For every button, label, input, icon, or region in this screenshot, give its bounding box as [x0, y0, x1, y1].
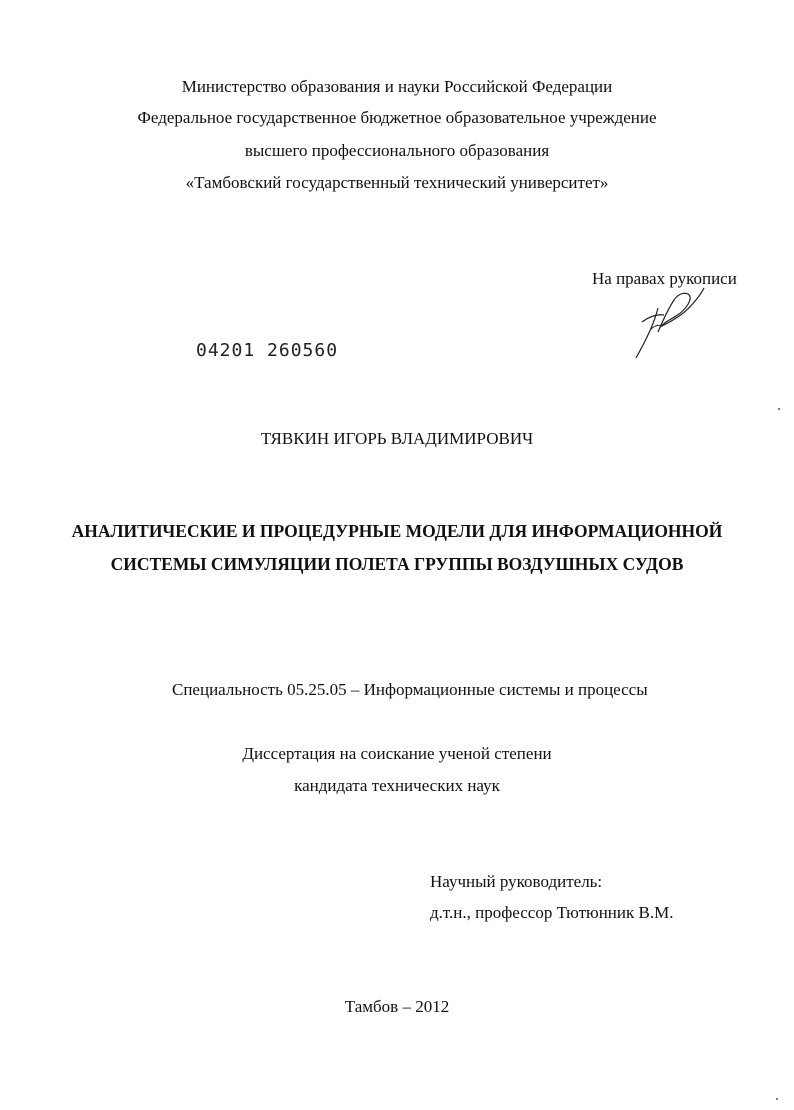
registration-number: 04201 260560 — [196, 340, 339, 361]
manuscript-rights-note: На правах рукописи — [592, 269, 737, 288]
degree-line-2: кандидата технических наук — [294, 776, 500, 795]
degree-line-1: Диссертация на соискание ученой степени — [242, 744, 552, 763]
supervisor-name: д.т.н., профессор Тютюнник В.М. — [430, 903, 674, 922]
education-level-line: высшего профессионального образования — [244, 141, 550, 160]
author-name: ТЯВКИН ИГОРЬ ВЛАДИМИРОВИЧ — [260, 429, 534, 448]
title-line-1: АНАЛИТИЧЕСКИЕ И ПРОЦЕДУРНЫЕ МОДЕЛИ ДЛЯ ИНФОРМАЦИОННОЙ — [71, 521, 723, 541]
scan-speck — [776, 1098, 778, 1100]
supervisor-label: Научный руководитель: — [430, 872, 603, 891]
title-line-2: СИСТЕМЫ СИМУЛЯЦИИ ПОЛЕТА ГРУППЫ ВОЗДУШНЫХ СУДОВ — [110, 554, 684, 574]
university-name-line: «Тамбовский государственный технический университет» — [185, 173, 609, 192]
ministry-line: Министерство образования и науки Российской Федерации — [181, 77, 613, 96]
signature-icon — [628, 282, 708, 362]
scan-speck — [778, 408, 780, 410]
institution-type-line: Федеральное государственное бюджетное образовательное учреждение — [137, 108, 657, 127]
city-year: Тамбов – 2012 — [344, 997, 450, 1016]
specialty-line: Специальность 05.25.05 – Информационные системы и процессы — [172, 680, 648, 699]
